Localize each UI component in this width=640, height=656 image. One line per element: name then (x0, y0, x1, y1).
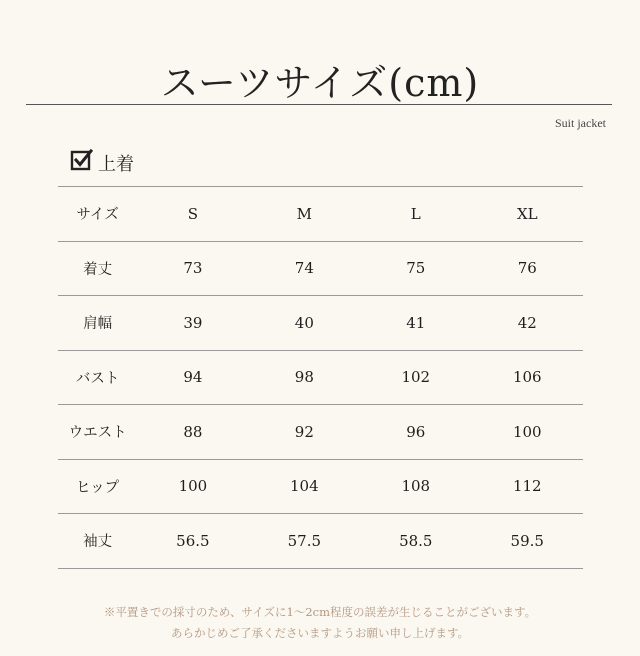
table-cell: 100 (137, 459, 248, 514)
table-row (58, 514, 583, 569)
table-cell: 56.5 (137, 514, 248, 569)
table-cell: 94 (137, 350, 248, 405)
title-divider (26, 104, 612, 105)
table-cell: 92 (249, 405, 360, 460)
table-cell: 112 (472, 459, 583, 514)
table-cell: 76 (472, 241, 583, 296)
header-label: サイズ (58, 187, 137, 242)
table-cell: 74 (249, 241, 360, 296)
table-row (58, 296, 583, 351)
header-size-s: S (137, 187, 248, 242)
table-header-row (58, 187, 583, 242)
table-cell: 73 (137, 241, 248, 296)
table-row (58, 459, 583, 514)
row-label: ウエスト (58, 405, 137, 460)
table-cell: 59.5 (472, 514, 583, 569)
subtitle: Suit jacket (555, 116, 606, 130)
table-row (58, 241, 583, 296)
table-cell: 42 (472, 296, 583, 351)
table-cell: 41 (360, 296, 471, 351)
table-cell: 98 (249, 350, 360, 405)
row-label: バスト (58, 350, 137, 405)
table-cell: 88 (137, 405, 248, 460)
row-label: ヒップ (58, 459, 137, 514)
table-row (58, 405, 583, 460)
page-title: スーツサイズ(cm) (160, 61, 480, 105)
table-cell: 104 (249, 459, 360, 514)
section-heading (70, 148, 134, 177)
measurement-note (0, 602, 640, 644)
row-label: 肩幅 (58, 296, 137, 351)
header-size-l: L (360, 187, 471, 242)
table-cell: 108 (360, 459, 471, 514)
table-cell: 58.5 (360, 514, 471, 569)
size-table (58, 186, 583, 569)
table-cell: 100 (472, 405, 583, 460)
header-size-m: M (249, 187, 360, 242)
section-label: 上着 (98, 153, 134, 175)
table-cell: 39 (137, 296, 248, 351)
table-cell: 57.5 (249, 514, 360, 569)
table-cell: 75 (360, 241, 471, 296)
note-line-2: あらかじめご了承くださいますようお願い申し上げます。 (170, 626, 470, 640)
table-cell: 96 (360, 405, 471, 460)
note-line-1: ※平置きでの採寸のため、サイズに1〜2cm程度の誤差が生じることがございます。 (103, 605, 537, 619)
table-row (58, 350, 583, 405)
checkbox-checked-icon (70, 148, 94, 177)
row-label: 袖丈 (58, 514, 137, 569)
table-cell: 102 (360, 350, 471, 405)
row-label: 着丈 (58, 241, 137, 296)
table-cell: 40 (249, 296, 360, 351)
header-size-xl: XL (472, 187, 583, 242)
table-cell: 106 (472, 350, 583, 405)
